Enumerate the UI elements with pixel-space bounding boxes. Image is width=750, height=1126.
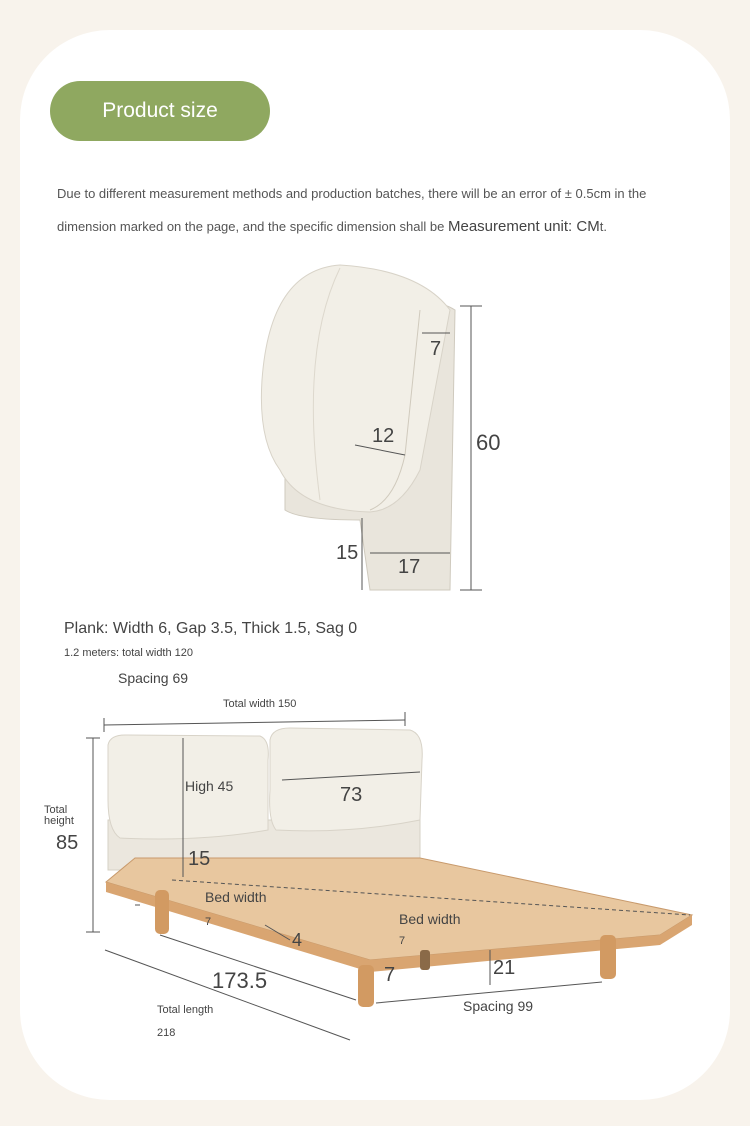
inner-length: 173.5 (212, 968, 268, 993)
measurement-unit: Measurement unit: CM (447, 218, 600, 235)
total-length-label: Total length (157, 1004, 214, 1016)
headboard-base-height: 15 (336, 542, 359, 564)
headboard-cushion-thickness: 12 (372, 425, 395, 447)
disclaimer-line-1: Due to different measurement methods and production batches, there will be an error of ± 0.5cm in the (57, 186, 647, 201)
total-height-label-1: Total (44, 804, 68, 816)
plank-spec: Plank: Width 6, Gap 3.5, Thick 1.5, Sag 0 (64, 620, 358, 637)
spacing-69: Spacing 69 (118, 670, 189, 686)
spacing-99: Spacing 99 (463, 998, 534, 1014)
bed-illustration (86, 712, 692, 1040)
disclaimer-text: dimension marked on the page, and the specific dimension shall be (57, 219, 445, 234)
bed-width-value-2: 7 (399, 935, 406, 947)
total-length-value: 218 (157, 1027, 176, 1039)
total-width-label: Total width 150 (223, 698, 297, 710)
disclaimer-tail: t. (599, 219, 607, 234)
leg-diameter: 7 (384, 964, 396, 986)
section-title: Product size (102, 99, 218, 122)
headboard-height: 60 (476, 430, 501, 455)
headboard-base-depth: 17 (398, 556, 421, 578)
leg-height: 21 (493, 957, 516, 979)
headboard-depth-top: 7 (430, 338, 442, 360)
frame-edge-4: 4 (292, 930, 303, 950)
cushion-width: 73 (340, 784, 363, 806)
total-height-value: 85 (56, 832, 79, 854)
bed-width-value-1: 7 (205, 916, 212, 928)
bed-width-label-1: Bed width (205, 889, 267, 905)
bed-width-label-2: Bed width (399, 911, 461, 927)
width-12m-spec: 1.2 meters: total width 120 (64, 647, 194, 659)
headboard-high-label: High 45 (185, 778, 234, 794)
total-height-label-2: height (44, 815, 74, 827)
base-height: 15 (188, 848, 211, 870)
